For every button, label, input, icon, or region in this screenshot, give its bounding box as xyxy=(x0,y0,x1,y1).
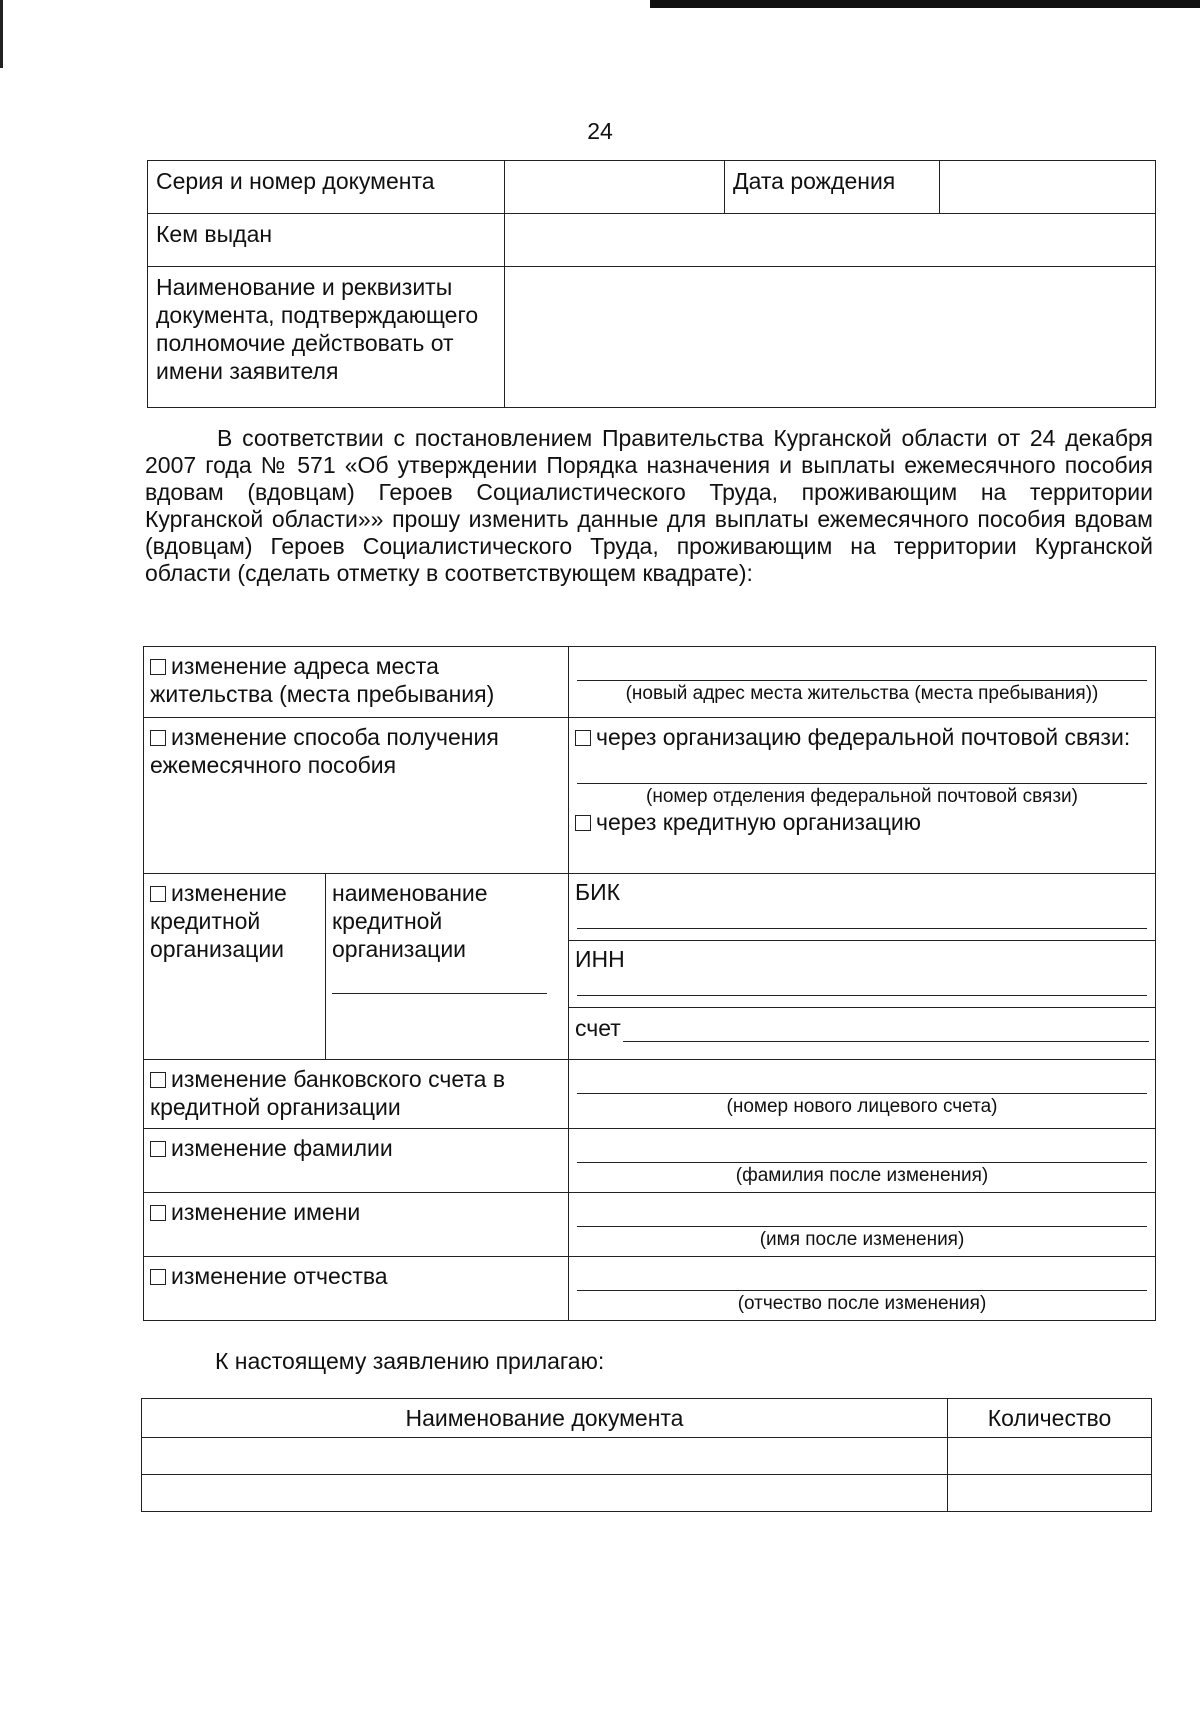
attachments-table xyxy=(141,1398,1152,1512)
account-label: счет xyxy=(575,1015,621,1041)
attachments-title: К настоящему заявлению прилагаю: xyxy=(215,1348,605,1374)
address-checkbox[interactable] xyxy=(150,659,166,675)
method-checkbox[interactable] xyxy=(150,730,166,746)
surname-checkbox[interactable] xyxy=(150,1141,166,1157)
attachment-qty-field[interactable] xyxy=(948,1475,1152,1512)
new-patronymic-field[interactable] xyxy=(577,1264,1147,1291)
inn-label: ИНН xyxy=(575,946,625,972)
new-name-field[interactable] xyxy=(577,1200,1147,1227)
doc-series-label: Серия и номер документа xyxy=(148,161,505,214)
col-document-name: Наименование документа xyxy=(142,1399,948,1438)
surname-change-label: изменение фамилии xyxy=(171,1135,393,1161)
bik-label: БИК xyxy=(575,879,621,905)
post-office-field[interactable] xyxy=(577,757,1147,784)
birth-date-field[interactable] xyxy=(940,161,1156,214)
col-quantity: Количество xyxy=(948,1399,1152,1438)
account-change-label: изменение банковского счета в кредитной организации xyxy=(150,1066,506,1120)
new-patronymic-caption: (отчество после изменения) xyxy=(737,1293,987,1314)
issued-by-label: Кем выдан xyxy=(148,214,505,267)
attachment-qty-field[interactable] xyxy=(948,1438,1152,1475)
bank-name-field[interactable] xyxy=(332,965,547,994)
new-surname-field[interactable] xyxy=(577,1136,1147,1163)
post-option-checkbox[interactable] xyxy=(575,730,591,746)
rep-doc-field[interactable] xyxy=(505,267,1156,408)
changes-table xyxy=(143,646,1156,1321)
issued-by-field[interactable] xyxy=(505,214,1156,267)
post-option-label: через организацию федеральной почтовой связи: xyxy=(596,724,1131,750)
request-paragraph xyxy=(145,425,1153,587)
account-field[interactable] xyxy=(623,1019,1149,1042)
bank-change-label: изменение кредитной организации xyxy=(150,880,287,962)
name-change-label: изменение имени xyxy=(171,1199,361,1225)
method-change-label: изменение способа получения ежемесячного пособия xyxy=(150,724,499,778)
post-office-caption: (номер отделения федеральной почтовой связи) xyxy=(646,786,1078,807)
attachment-name-field[interactable] xyxy=(142,1475,948,1512)
birth-date-label: Дата рождения xyxy=(725,161,940,214)
address-change-label: изменение адреса места жительства (места пребывания) xyxy=(150,653,495,707)
new-name-caption: (имя после изменения) xyxy=(759,1229,965,1250)
scan-edge-left xyxy=(0,0,3,68)
account-change-checkbox[interactable] xyxy=(150,1072,166,1088)
patronymic-change-label: изменение отчества xyxy=(171,1263,388,1289)
bank-name-label: наименование кредитной организации xyxy=(332,880,488,962)
request-text: В соответствии с постановлением Правительства Курганской области от 24 декабря 2007 года № 571 «Об утверждении Порядка назначения и выплаты ежемесячного пособия вдовам (вдовцам) Героев Социалистического Труда, проживающим на территории Курганской области»» прошу изменить данные для выплаты ежемесячного пособия вдовам (вдовцам) Героев Социалистического Труда, проживающим на территории Курганской области (сделать отметку в соответствующем квадрате): xyxy=(145,425,1153,586)
name-checkbox[interactable] xyxy=(150,1205,166,1221)
new-surname-caption: (фамилия после изменения) xyxy=(735,1165,989,1186)
bik-field[interactable] xyxy=(577,908,1147,929)
page-number: 24 xyxy=(587,118,613,144)
credit-option-checkbox[interactable] xyxy=(575,815,591,831)
attachment-name-field[interactable] xyxy=(142,1438,948,1475)
inn-field[interactable] xyxy=(577,975,1147,996)
new-address-field[interactable] xyxy=(577,654,1147,681)
scan-edge-top xyxy=(650,0,1200,8)
credit-option-label: через кредитную организацию xyxy=(596,809,921,835)
applicant-document-table xyxy=(147,160,1156,408)
new-account-caption: (номер нового лицевого счета) xyxy=(726,1096,998,1117)
new-address-caption: (новый адрес места жительства (места пребывания)) xyxy=(625,683,1099,704)
doc-series-field[interactable] xyxy=(505,161,725,214)
bank-change-checkbox[interactable] xyxy=(150,886,166,902)
patronymic-checkbox[interactable] xyxy=(150,1269,166,1285)
new-account-field[interactable] xyxy=(577,1067,1147,1094)
rep-doc-label: Наименование и реквизиты документа, подтверждающего полномочие действовать от имени заявителя xyxy=(148,267,505,408)
